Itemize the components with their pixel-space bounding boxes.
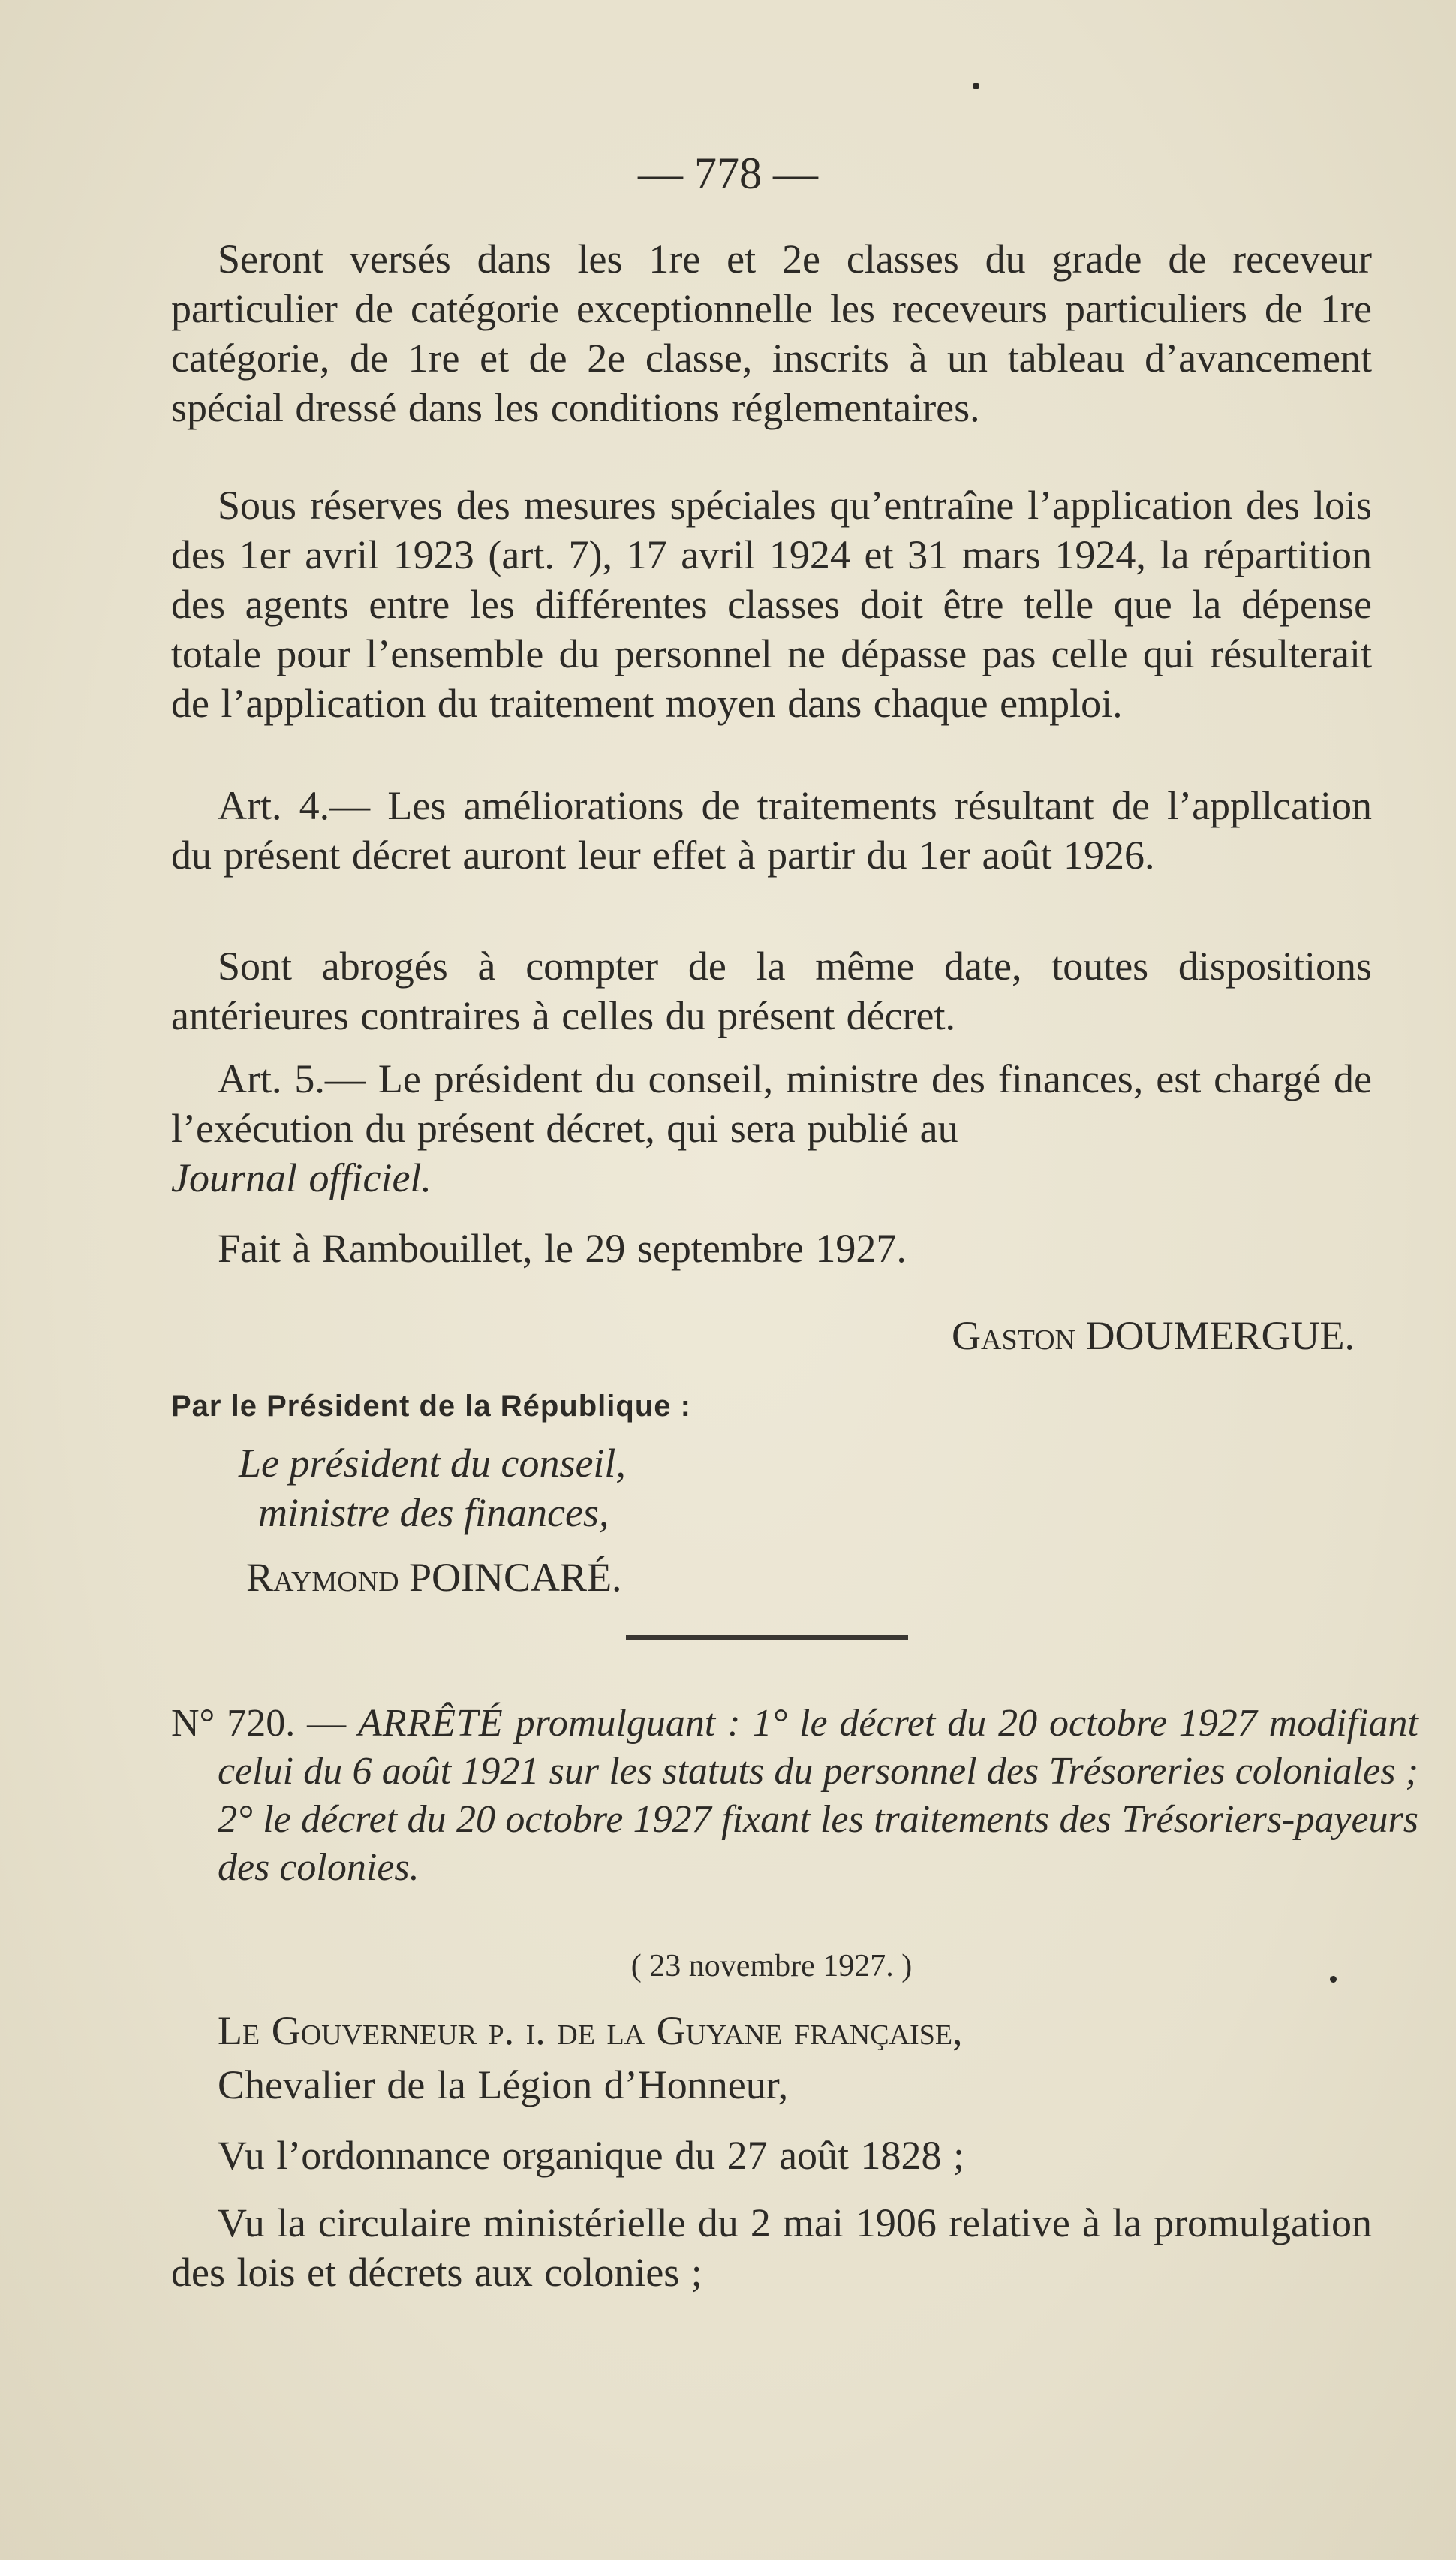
signature-poincare: Raymond POINCARÉ. <box>246 1555 622 1600</box>
paragraph-abrogation: Sont abrogés à compter de la même date, toutes dispositions antérieures contraires à celles du présent décret. <box>171 944 1372 1038</box>
decree-arrete: ARRÊTÉ <box>357 1702 504 1745</box>
par-le-president: Par le Président de la République : <box>171 1390 691 1423</box>
paragraph-receveurs: Seront versés dans les 1re et 2e classes du grade de receveur particulier de catégorie exceptionnelle les receveurs particuliers de 1re catégorie, de 1re et de 2e classe, inscrits à un tableau d’avancement spécial dressé dans les conditions réglementaires. <box>171 236 1372 430</box>
fait-a-rambouillet: Fait à Rambouillet, le 29 septembre 1927. <box>218 1226 907 1271</box>
paragraph-reserves: Sous réserves des mesures spéciales qu’entraîne l’application des lois des 1er avril 1923 (art. 7), 17 avril 1924 et 31 mars 1924, la répartition des agents entre les différentes classes doit être telle que la dépense totale pour l’ensemble du personnel ne dépasse pas celle qui résulterait de l’application du traitement moyen dans chaque emploi. <box>171 483 1372 726</box>
minister-title-line2: ministre des finances, <box>258 1490 609 1535</box>
journal-officiel: Journal officiel. <box>171 1155 432 1200</box>
vu-circulaire: Vu la circulaire ministérielle du 2 mai 1906 relative à la promulgation des lois et décrets aux colonies ; <box>171 2200 1372 2295</box>
decree-title: promulguant : 1° le décret du 20 octobre 1927 modifiant celui du 6 août 1921 sur les statuts du personnel des Trésoreries coloniales ; 2° le décret du 20 octobre 1927 fixant les traitements des Trésoriers-payeurs des colonies. <box>218 1702 1418 1889</box>
paragraph-article-4: Art. 4.— Les améliorations de traitements résultant de l’appllcation du présent décret auront leur effet à partir du 1er août 1926. <box>171 783 1372 878</box>
chevalier-line: Chevalier de la Légion d’Honneur, <box>218 2062 789 2107</box>
gouverneur-line: Le Gouverneur p. i. de la Guyane française, <box>218 2008 963 2053</box>
signature-doumergue: Gaston DOUMERGUE. <box>952 1313 1355 1358</box>
decree-number: N° 720. — <box>171 1702 347 1745</box>
page-number: — 778 — <box>638 149 818 198</box>
decree-section <box>171 0 1418 2560</box>
decree-heading <box>171 1700 1418 1892</box>
paragraph-article-5: Art. 5.— Le président du conseil, ministre des finances, est chargé de l’exécution du présent décret, qui sera publié au <box>171 1056 1372 1151</box>
decree-date: ( 23 novembre 1927. ) <box>630 1949 913 1983</box>
vu-ordonnance: Vu l’ordonnance organique du 27 août 1828 ; <box>218 2133 965 2178</box>
minister-title-line1: Le président du conseil, <box>239 1441 626 1486</box>
